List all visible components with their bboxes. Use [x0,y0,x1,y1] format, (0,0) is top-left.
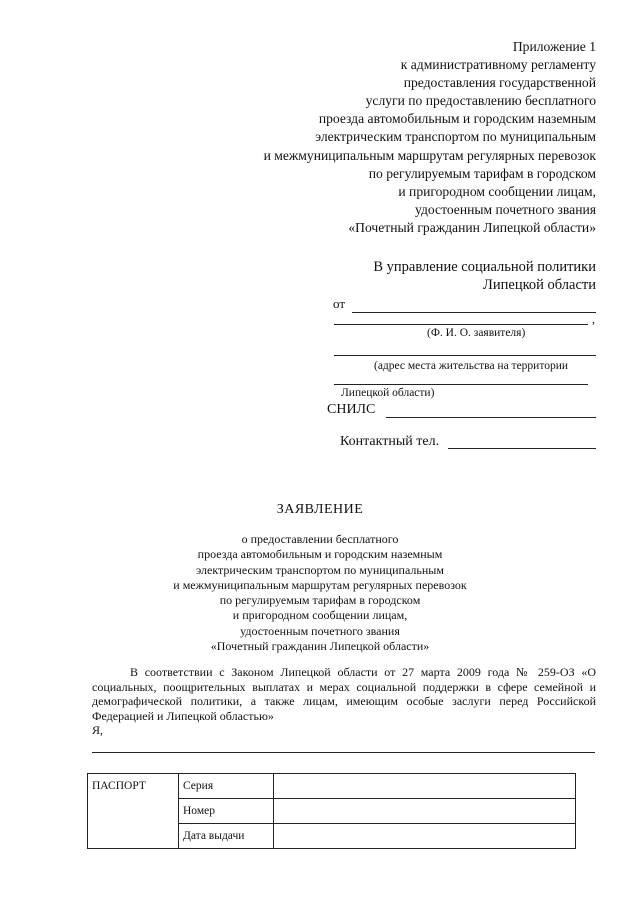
passport-table [87,773,576,849]
passport-header: ПАСПОРТ [88,774,179,849]
address-field[interactable] [334,341,596,356]
issue-date-label: Дата выдачи [179,824,274,849]
issue-date-field[interactable] [274,824,576,849]
subtitle-line: электрическим транспортом по муниципальным [196,562,444,577]
series-label: Серия [179,774,274,799]
applicant-name-field[interactable] [334,312,588,325]
ya-label: Я, [92,723,104,737]
snils-label: СНИЛС [327,402,376,417]
appendix-line: проезда автомобильным и городским наземным [318,111,596,127]
address-caption-2: Липецкой области) [341,387,435,399]
addressee-block [316,258,596,294]
from-label: от [333,296,346,311]
number-field[interactable] [274,799,576,824]
appendix-line: удостоенным почетного звания [415,201,596,217]
appendix-header [176,38,596,237]
table-row [88,774,576,799]
appendix-line: услуги по предоставлению бесплатного [365,93,596,109]
applicant-fullname-field[interactable] [92,740,595,753]
appendix-line: и пригородном сообщении лицам, [398,183,596,199]
subtitle-line: проезда автомобильным и городским наземным [197,547,443,562]
comma: , [592,312,595,326]
statement-subtitle [130,532,510,654]
appendix-line: электрическим транспортом по муниципальным [315,129,596,145]
snils-field[interactable] [386,402,596,418]
phone-label: Контактный тел. [340,434,440,449]
series-field[interactable] [274,774,576,799]
subtitle-line: и межмуниципальным маршрутам регулярных перевозок [173,577,467,592]
appendix-line: «Почетный гражданин Липецкой области» [348,219,596,235]
subtitle-line: о предоставлении бесплатного [241,532,399,546]
appendix-line: по регулируемым тарифам в городском [368,165,596,181]
subtitle-line: «Почетный гражданин Липецкой области» [210,639,430,654]
subtitle-line: удостоенным почетного звания [240,623,400,638]
subtitle-line: и пригородном сообщении лицам, [232,608,408,623]
appendix-line: и межмуниципальным маршрутам регулярных перевозок [263,147,596,163]
addressee-line-1: В управление социальной политики [373,259,596,275]
addressee-line-2: Липецкой области [483,277,596,293]
applicant-from-field[interactable] [352,298,596,313]
subtitle-line: по регулируемым тарифам в городском [219,593,421,608]
appendix-line: Приложение 1 [512,39,596,54]
body-paragraph: В соответствии с Законом Липецкой области от 27 марта 2009 года № 259-ОЗ «О социальных, поощрительных выплатах и мерах социальной поддержки в сфере семейной и демографической политики, а также лицам, имеющим особые заслуги перед Российской Федерацией и Липецкой областью» [92,665,596,723]
appendix-line: к административному регламенту [400,57,596,73]
statement-body [92,665,596,738]
fio-caption: (Ф. И. О. заявителя) [427,327,526,339]
number-label: Номер [179,799,274,824]
address-caption: (адрес места жительства на территории [374,360,569,372]
statement-title: ЗАЯВЛЕНИЕ [276,502,364,517]
appendix-line: предоставления государственной [403,75,596,91]
address-field-2[interactable] [334,372,588,385]
phone-field[interactable] [448,432,596,449]
